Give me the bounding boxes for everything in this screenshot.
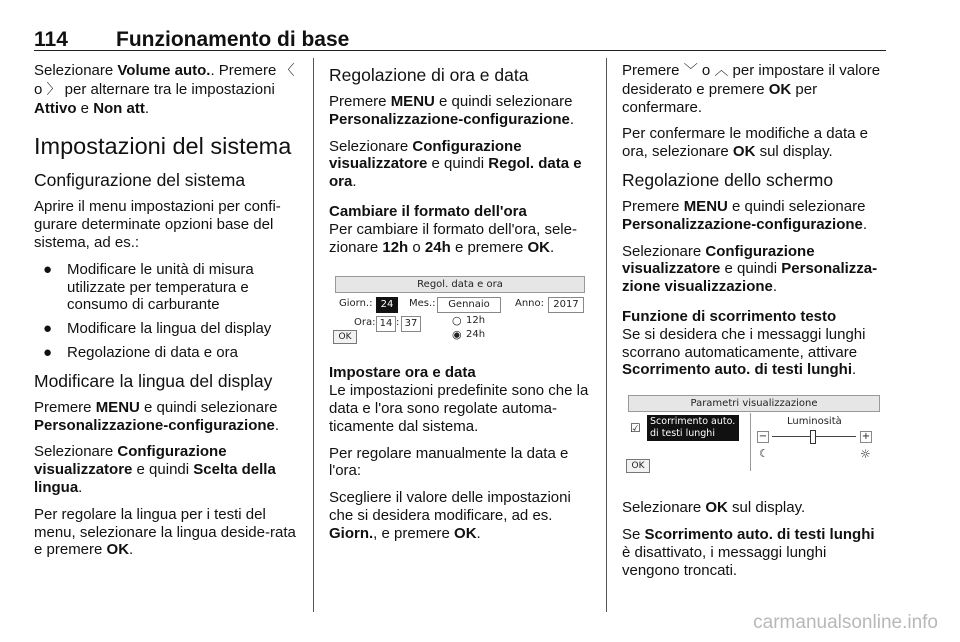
subsection-heading-time: Regolazione di ora e data [329, 65, 529, 85]
screen-title: Regol. data e ora [335, 276, 585, 293]
language-paragraph-3: Per regolare la lingua per i testi del menu, selezionare la lingua deside-rata e premere OK. [34, 505, 296, 559]
scroll-paragraph: Se si desidera che i messaggi lunghi scorrano automaticamente, attivare Scorrimento auto. di testi lunghi. [622, 325, 866, 379]
page-number: 114 [34, 28, 68, 51]
intro-paragraph: Selezionare Volume auto.. Premere 〈 o 〉 per alternare tra le impostazioni Attivo e Non att. [34, 62, 295, 117]
screen-paragraph-2: Selezionare Configurazione visualizzatore e quindi Personalizza-zione visualizzazione. [622, 242, 878, 296]
section-heading: Impostazioni del sistema [34, 133, 292, 160]
list-item: ● Regolazione di data e ora [43, 343, 238, 361]
time-label: Ora: [354, 317, 376, 329]
page-title: Funzionamento di base [116, 28, 350, 51]
ok-button[interactable]: OK [626, 459, 650, 473]
ok-button[interactable]: OK [333, 330, 357, 344]
brightness-increase-button[interactable]: + [861, 431, 871, 443]
subsection-heading-config: Configurazione del sistema [34, 170, 246, 191]
year-label: Anno: [515, 298, 545, 310]
chevron-right-icon: 〉 [46, 81, 61, 98]
day-label: Giorn.: [339, 298, 373, 310]
scroll-heading: Funzione di scorrimento testo [622, 307, 837, 325]
sun-icon: ☼ [860, 447, 871, 462]
month-label: Mes.: [409, 298, 436, 310]
watermark: carmanualsonline.info [753, 612, 938, 633]
brightness-label: Luminosità [787, 416, 842, 428]
set-paragraph-2: Per regolare manualmente la data e l'ora: [329, 444, 569, 480]
chevron-down-icon: ︿ [714, 63, 729, 79]
time-paragraph-1: Premere MENU e quindi selezionare Personalizzazione-configurazione. [329, 93, 575, 128]
radio-12h-icon[interactable]: ○ [452, 314, 462, 328]
chevron-left-icon: 〈 [280, 63, 295, 79]
date-time-screen [329, 272, 591, 346]
checkbox-checked-icon[interactable]: ☑ [630, 421, 641, 436]
minute-field[interactable]: 37 [401, 316, 421, 332]
subsection-heading-screen: Regolazione dello schermo [622, 169, 834, 190]
column-2 [329, 62, 593, 552]
time-separator: : [396, 317, 400, 329]
page-header [34, 0, 886, 51]
language-paragraph-1: Premere MENU e quindi selezionare Personalizzazione-configurazione. [34, 398, 280, 434]
column-divider-1 [313, 58, 314, 612]
scroll-option-label[interactable]: Scorrimento auto. di testi lunghi [647, 415, 739, 441]
set-paragraph-3: Scegliere il valore delle impostazioni che si desidera modificare, ad es. Giorn., e premere OK. [329, 489, 571, 542]
language-paragraph-2: Selezionare Configurazione visualizzatore e quindi Scelta della lingua. [34, 443, 276, 496]
month-field[interactable]: Gennaio [437, 297, 501, 313]
moon-icon: ☾ [759, 447, 769, 461]
option-24h: 24h [466, 329, 486, 341]
subsection-heading-language: Modificare la lingua del display [34, 370, 273, 391]
set-paragraph-1: Le impostazioni predefinite sono che la data e l'ora sono regolate automa-ticamente dal sistema. [329, 382, 589, 435]
screen-paragraph-1: Premere MENU e quindi selezionare Personalizzazione-configurazione. [622, 197, 868, 233]
column-1 [34, 62, 296, 568]
format-heading: Cambiare il formato dell'ora [329, 202, 527, 220]
option-12h: 12h [466, 315, 486, 327]
format-paragraph: Per cambiare il formato dell'ora, sele-zionare 12h o 24h e premere OK. [329, 220, 577, 256]
column-divider-2 [606, 58, 607, 612]
off-paragraph: Se Scorrimento auto. di testi lunghi è disattivato, i messaggi lunghi vengono troncati. [622, 525, 875, 579]
display-settings-screen [622, 391, 886, 477]
config-bullet-list [34, 261, 296, 362]
radio-24h-icon[interactable]: ◉ [452, 328, 462, 342]
brightness-decrease-button[interactable]: − [758, 431, 768, 443]
year-field[interactable]: 2017 [548, 297, 584, 313]
screen-divider [750, 413, 751, 471]
list-item: ● Modificare le unità di misura utilizzate per temperatura e consumo di carburante [43, 260, 254, 314]
column-3 [622, 62, 886, 588]
day-field[interactable]: 24 [376, 297, 398, 313]
config-paragraph: Aprire il menu impostazioni per confi-gurare determinate opzioni base del sistema, ad es.: [34, 198, 281, 251]
list-item: ● Modificare la lingua del display [43, 320, 272, 338]
chevron-up-icon: ﹀ [683, 63, 698, 79]
time-paragraph-2: Selezionare Configurazione visualizzatore e quindi Regol. data e ora. [329, 137, 582, 191]
press-paragraph: Premere ﹀ o ︿ per impostare il valore desiderato e premere OK per confermare. [622, 62, 881, 116]
select-paragraph: Selezionare OK sul display. [622, 499, 806, 517]
hour-field[interactable]: 14 [376, 316, 396, 332]
brightness-slider-handle[interactable] [810, 430, 816, 444]
screen-title: Parametri visualizzazione [628, 395, 880, 412]
set-heading: Impostare ora e data [329, 364, 476, 382]
confirm-paragraph: Per confermare le modifiche a data e ora, selezionare OK sul display. [622, 125, 868, 161]
